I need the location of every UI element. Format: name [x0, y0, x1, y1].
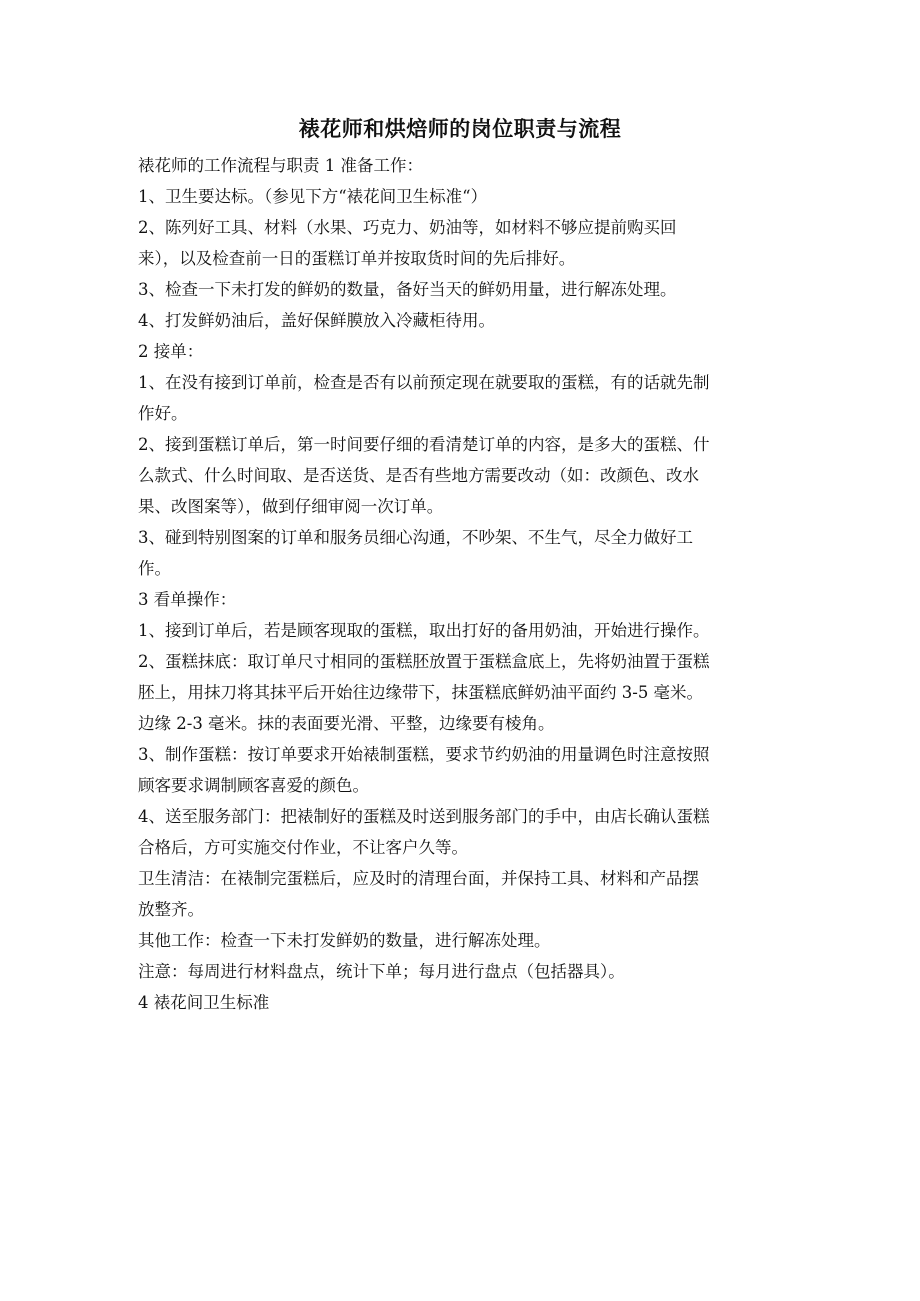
- text-line: 3、碰到特别图案的订单和服务员细心沟通，不吵架、不生气，尽全力做好工: [138, 528, 693, 547]
- text-line: 果、改图案等），做到仔细审阅一次订单。: [138, 497, 444, 516]
- text-line: 4、打发鲜奶油后，盖好保鲜膜放入冷藏柜待用。: [138, 311, 495, 330]
- text-line: 1、在没有接到订单前，检查是否有以前预定现在就要取的蛋糕，有的话就先制: [138, 373, 710, 392]
- document-body: [138, 150, 783, 1018]
- text-line: 1、接到订单后，若是顾客现取的蛋糕，取出打好的备用奶油，开始进行操作。: [138, 621, 710, 640]
- text-line: 1、卫生要达标。（参见下方“裱花间卫生标准“）: [138, 187, 488, 206]
- text-line: 其他工作：检查一下未打发鲜奶的数量，进行解冻处理。: [138, 931, 551, 950]
- text-line: 2、陈列好工具、材料（水果、巧克力、奶油等，如材料不够应提前购买回: [138, 218, 677, 237]
- section-heading: 4 裱花间卫生标准: [138, 993, 270, 1012]
- text-line: 3、制作蛋糕：按订单要求开始裱制蛋糕，要求节约奶油的用量调色时注意按照: [138, 745, 710, 764]
- text-line: 么款式、什么时间取、是否送货、是否有些地方需要改动（如：改颜色、改水: [138, 466, 699, 485]
- text-line: 2、接到蛋糕订单后，第一时间要仔细的看清楚订单的内容，是多大的蛋糕、什: [138, 435, 710, 454]
- text-line: 4、送至服务部门：把裱制好的蛋糕及时送到服务部门的手中，由店长确认蛋糕: [138, 807, 710, 826]
- text-line: 边缘 2-3 毫米。抹的表面要光滑、平整，边缘要有棱角。: [138, 714, 555, 733]
- text-line: 卫生清洁：在裱制完蛋糕后，应及时的清理台面，并保持工具、材料和产品摆: [138, 869, 699, 888]
- document-title: 裱花师和烘焙师的岗位职责与流程: [298, 117, 622, 141]
- section-heading: 3 看单操作：: [138, 590, 237, 609]
- text-line: 来），以及检查前一日的蛋糕订单并按取货时间的先后排好。: [138, 249, 576, 268]
- text-line: 作。: [138, 559, 171, 578]
- section-heading: 2 接单：: [138, 342, 204, 361]
- text-line: 作好。: [138, 404, 188, 423]
- text-line: 合格后，方可实施交付作业，不让客户久等。: [138, 838, 468, 857]
- text-line: 注意：每周进行材料盘点，统计下单；每月进行盘点（包括器具）。: [138, 962, 625, 981]
- text-line: 顾客要求调制顾客喜爱的颜色。: [138, 776, 369, 795]
- text-line: 3、检查一下未打发的鲜奶的数量，备好当天的鲜奶用量，进行解冻处理。: [138, 280, 677, 299]
- text-line: 裱花师的工作流程与职责 1 准备工作：: [138, 156, 423, 175]
- text-line: 胚上，用抹刀将其抹平后开始往边缘带下，抹蛋糕底鲜奶油平面约 3-5 毫米。: [138, 683, 704, 702]
- text-line: 2、蛋糕抹底：取订单尺寸相同的蛋糕胚放置于蛋糕盒底上，先将奶油置于蛋糕: [138, 652, 710, 671]
- text-line: 放整齐。: [138, 900, 204, 919]
